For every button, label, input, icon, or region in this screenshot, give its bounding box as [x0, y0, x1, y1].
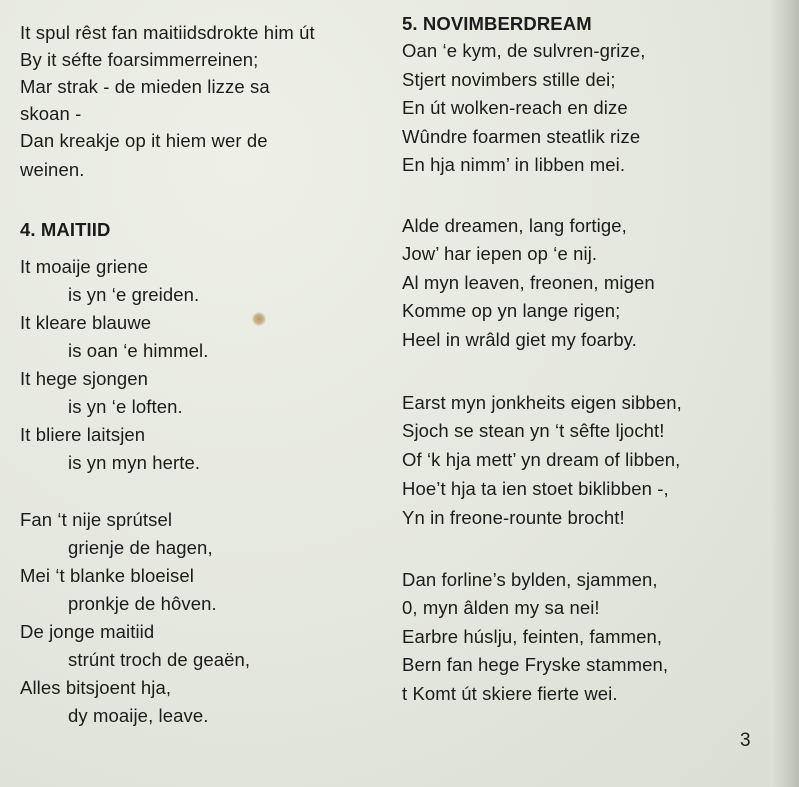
poem-line: En hja nimm’ in libben mei. — [402, 154, 626, 175]
poem-line: is yn ‘e greiden. — [68, 284, 200, 305]
poem-line: En út wolken-reach en dize — [402, 97, 628, 118]
text-line: skoan - — [20, 103, 82, 124]
page-edge-shadow — [770, 0, 799, 787]
poem-line: Alde dreamen, lang fortige, — [402, 215, 627, 236]
poem-line: is yn ‘e loften. — [68, 396, 183, 417]
section-title: 5. NOVIMBERDREAM — [402, 13, 592, 34]
text-line: By it séfte foarsimmerreinen; — [20, 49, 259, 70]
poem-line: Earbre húslju, feinten, fammen, — [402, 626, 663, 647]
poem-line: Komme op yn lange rigen; — [402, 300, 621, 321]
poem-line: is yn myn herte. — [68, 452, 201, 473]
poem-line: Sjoch se stean yn ‘t sêfte ljocht! — [402, 420, 665, 441]
poem-line: Of ‘k hja mett’ yn dream of libben, — [402, 449, 681, 470]
poem-line: Fan ‘t nije sprútsel — [20, 509, 173, 530]
poem-line: Earst myn jonkheits eigen sibben, — [402, 392, 682, 413]
poem-line: pronkje de hôven. — [68, 593, 217, 614]
poem-line: Al myn leaven, freonen, migen — [402, 272, 655, 293]
poem-line: 0, myn âlden my sa nei! — [402, 597, 600, 618]
text-line: It spul rêst fan maitiidsdrokte him út — [20, 22, 315, 43]
poem-line: Stjert novimbers stille dei; — [402, 69, 616, 90]
page-number: 3 — [740, 730, 751, 751]
poem-line: Mei ‘t blanke bloeisel — [20, 565, 194, 586]
poem-line: Oan ‘e kym, de sulvren-grize, — [402, 40, 646, 61]
poem-line: Wûndre foarmen steatlik rize — [402, 126, 641, 147]
poem-line: Bern fan hege Fryske stammen, — [402, 654, 669, 675]
poem-line: It kleare blauwe — [20, 312, 152, 333]
poem-line: Jow’ har iepen op ‘e nij. — [402, 243, 598, 264]
poem-line: strúnt troch de geaën, — [68, 649, 251, 670]
poem-line: Heel in wrâld giet my foarby. — [402, 329, 637, 350]
poem-line: grienje de hagen, — [68, 537, 213, 558]
poem-line: Hoe’t hja ta ien stoet biklibben -, — [402, 478, 669, 499]
poem-line: It moaije griene — [20, 256, 149, 277]
poem-line: Dan forline’s bylden, sjammen, — [402, 569, 658, 590]
poem-line: t Komt út skiere fierte wei. — [402, 683, 618, 704]
poem-line: It hege sjongen — [20, 368, 149, 389]
text-line: Mar strak - de mieden lizze sa — [20, 76, 270, 97]
text-line: weinen. — [20, 159, 85, 180]
poem-line: De jonge maitiid — [20, 621, 155, 642]
section-title: 4. MAITIID — [20, 219, 111, 240]
poem-line: is oan ‘e himmel. — [68, 340, 209, 361]
poem-line: Alles bitsjoent hja, — [20, 677, 172, 698]
paper-stain — [252, 312, 266, 326]
poem-line: It bliere laitsjen — [20, 424, 146, 445]
poem-line: Yn in freone-rounte brocht! — [402, 507, 625, 528]
text-line: Dan kreakje op it hiem wer de — [20, 130, 268, 151]
poem-line: dy moaije, leave. — [68, 705, 209, 726]
